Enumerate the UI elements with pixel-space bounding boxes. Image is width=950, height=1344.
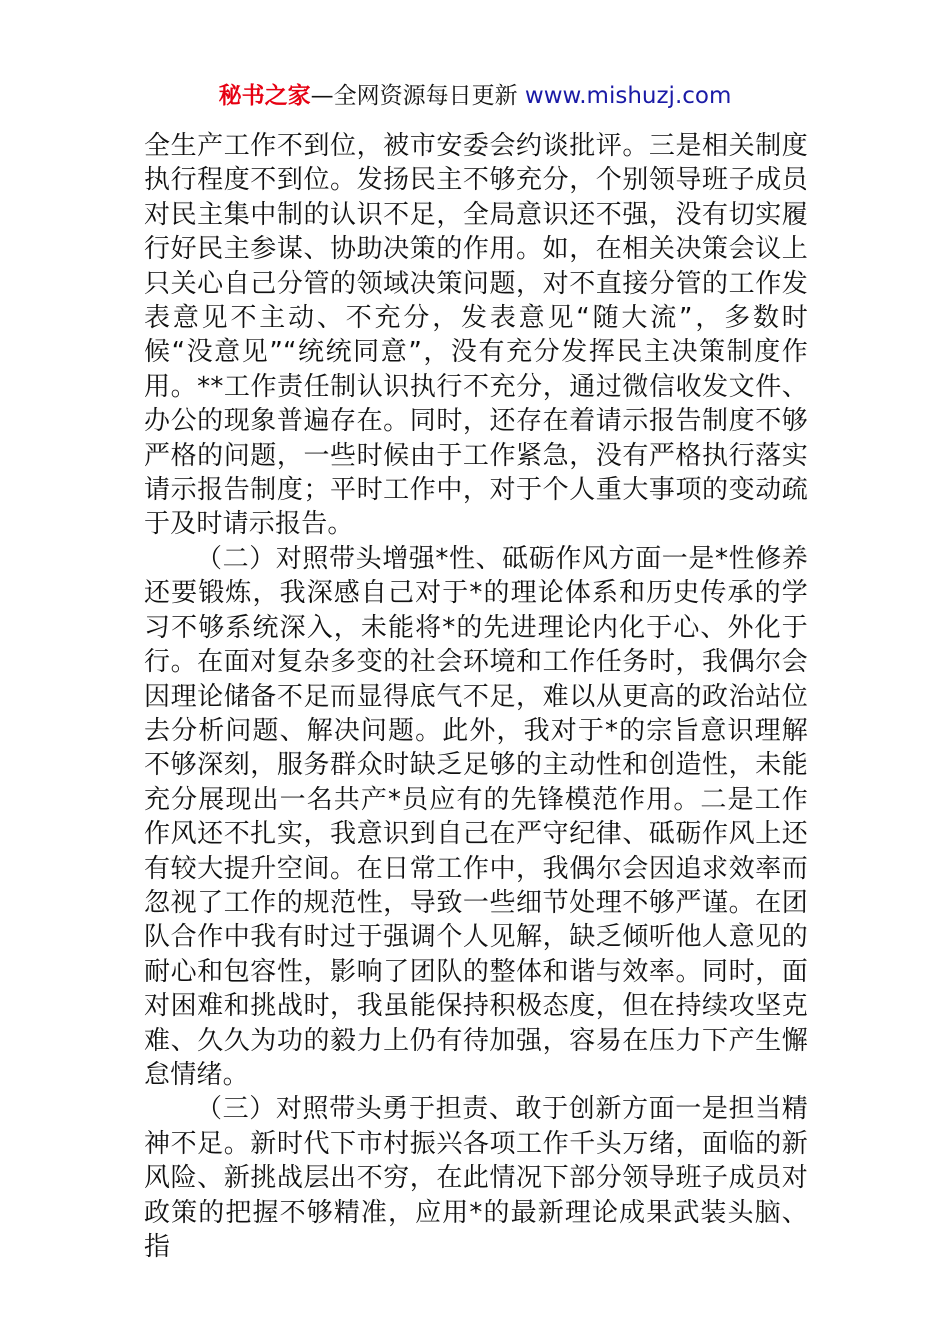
paragraph-section-3: （三）对照带头勇于担责、敢于创新方面一是担当精神不足。新时代下市村振兴各项工作千头万绪，面临的新风险、新挑战层出不穷，在此情况下部分领导班子成员对政策的把握不够精准，应用*的最新理论成果武装头脑、指 <box>144 1094 808 1262</box>
paragraph-continuation: 全生产工作不到位，被市安委会约谈批评。三是相关制度执行程度不到位。发扬民主不够充分，个别领导班子成员对民主集中制的认识不足，全局意识还不强，没有切实履行好民主参谋、协助决策的作用。如，在相关决策会议上只关心自己分管的领域决策问题，对不直接分管的工作发表意见不主动、不充分，发表意见“随大流”，多数时候“没意见”“统统同意”，没有充分发挥民主决策制度作用。**工作责任制认识执行不充分，通过微信收发文件、办公的现象普遍存在。同时，还存在着请示报告制度不够严格的问题，一些时候由于工作紧急，没有严格执行落实请示报告制度；平时工作中，对于个人重大事项的变动疏于及时请示报告。 <box>144 131 808 540</box>
document-body <box>144 129 808 1264</box>
site-tagline: —全网资源每日更新 <box>310 83 525 109</box>
paragraph-section-2: （二）对照带头增强*性、砥砺作风方面一是*性修养还要锻炼，我深感自己对于*的理论体系和历史传承的学习不够系统深入，未能将*的先进理论内化于心、外化于行。在面对复杂多变的社会环境和工作任务时，我偶尔会因理论储备不足而显得底气不足，难以从更高的政治站位去分析问题、解决问题。此外，我对于*的宗旨意识理解不够深刻，服务群众时缺乏足够的主动性和创造性，未能充分展现出一名共产*员应有的先锋模范作用。二是工作作风还不扎实，我意识到自己在严守纪律、砥砺作风上还有较大提升空间。在日常工作中，我偶尔会因追求效率而忽视了工作的规范性，导致一些细节处理不够严谨。在团队合作中我有时过于强调个人见解，缺乏倾听他人意见的耐心和包容性，影响了团队的整体和谐与效率。同时，面对困难和挑战时，我虽能保持积极态度，但在持续攻坚克难、久久为功的毅力上仍有待加强，容易在压力下产生懈怠情绪。 <box>144 543 808 1090</box>
site-brand: 秘书之家 <box>218 83 311 109</box>
page-header <box>0 80 950 112</box>
site-url: www.mishuzj.com <box>524 83 732 109</box>
